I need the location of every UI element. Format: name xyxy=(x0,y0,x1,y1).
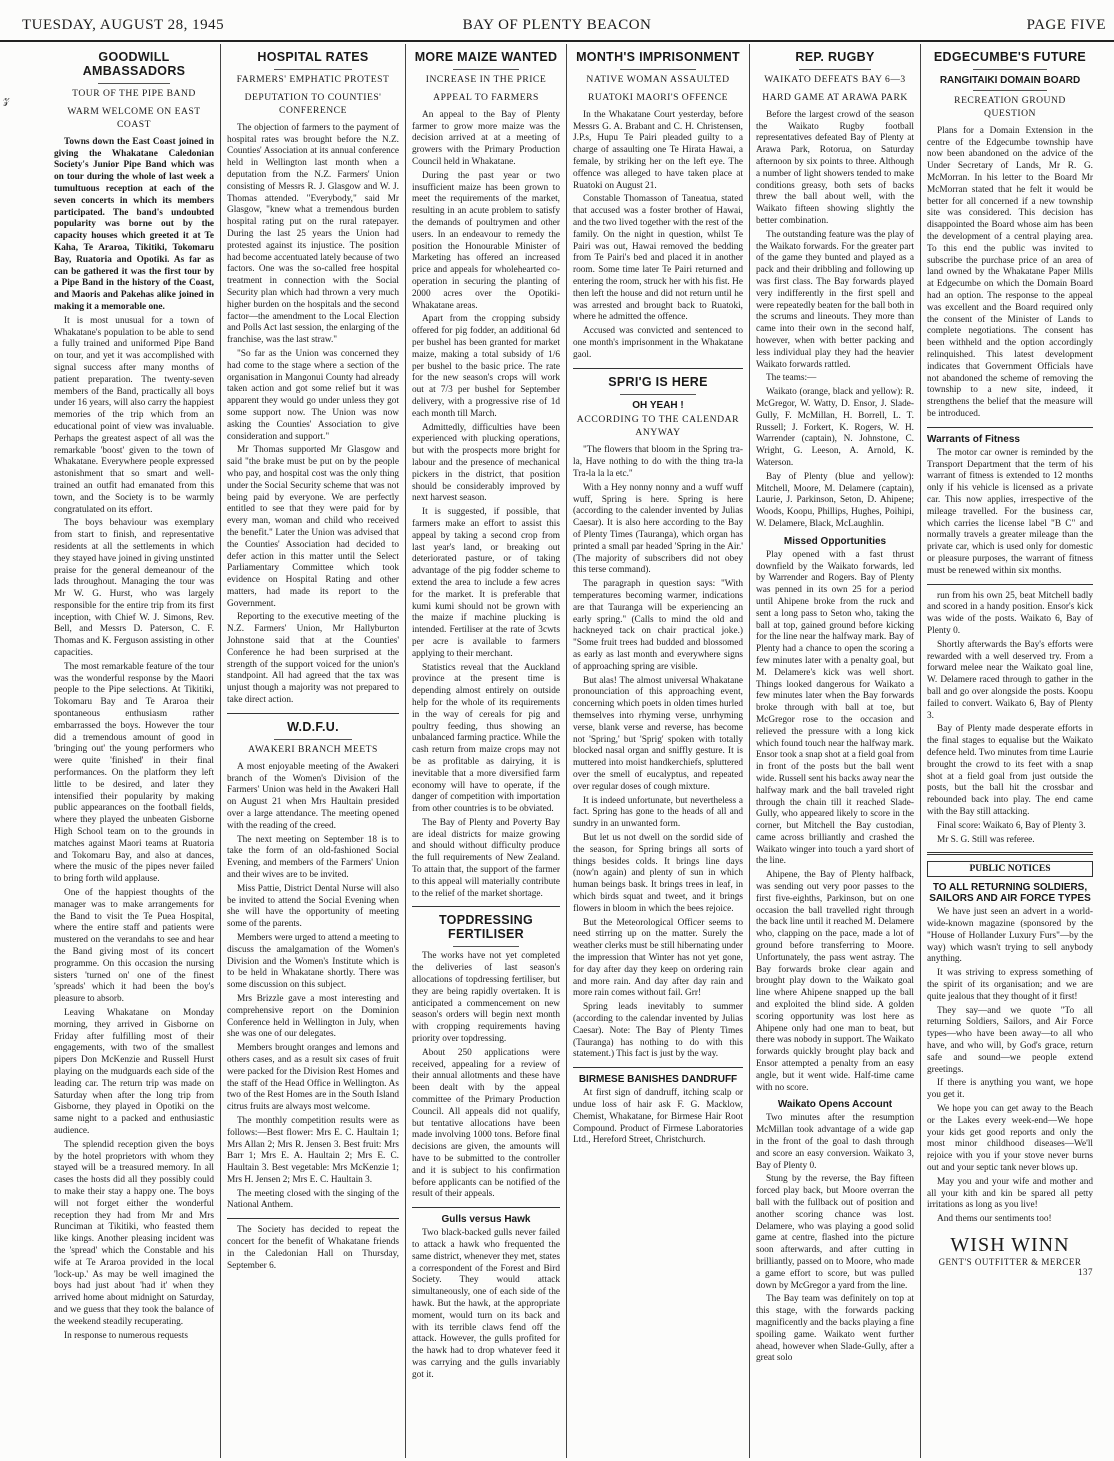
paragraph: Bay of Plenty made desperate efforts in the final stages to equalise but the Waikato defence held. Two minutes from time Laurie brought the crowd to its feet with a snap shot at a field goal from just outside the posts, but the ball hit the crossbar and rebounded back into play. The end came with the Bay still attacking. xyxy=(927,724,1093,817)
headline: TOPDRESSING FERTILISER xyxy=(438,913,534,942)
paragraph: The teams:— xyxy=(766,373,817,384)
subheadline: TO ALL RETURNING SOLDIERS, SAILORS AND AIR FORCE TYPES xyxy=(929,882,1091,905)
column-edgecumbe xyxy=(921,46,1099,1458)
paragraph: The Society has decided to repeat the concert for the benefit of Whakatane friends in the Caledonian Hall on Thursday, September 6. xyxy=(227,1225,399,1271)
paragraph: Statistics reveal that the Auckland province at the present time is depending almost entirely on outside help for the whole of its requirements in the way of cereals for pig and poultry feeding, thus showing an unbalanced farming practice. While the cash return from maize crops may not be as profitable as dairying, it is inevitable that a more diversified farm economy will have to operate, if the danger of competition with importation from other countries is to be obviated. xyxy=(412,662,560,815)
subheadline: FARMERS' EMPHATIC PROTEST xyxy=(236,74,390,85)
column-prison xyxy=(567,46,749,1458)
paragraph: run from his own 25, beat Mitchell badly and scored in a handy position. Ensor's kick was wide of the posts. Waikato 6, Bay of Plenty 0. xyxy=(927,590,1093,636)
margin-pencil-mark: 𝓏 xyxy=(3,92,10,107)
newspaper-title: BAY OF PLENTY BEACON xyxy=(462,17,652,33)
subheadline: WARM WELCOME ON EAST COAST xyxy=(67,105,201,130)
paragraph: With a Hey nonny nonny and a wuff wuff wuff, Spring is here. Spring is here (according to the calender invented by Julias Caesar). It is also here according to the Bay of Plenty Times (Tauranga), which organ has printed a small par headed 'Spring in the Air.' (The majority of subscribers did not obey this terse command). xyxy=(573,482,743,576)
paragraph: But the Meteorological Officer seems to need stirring up on the matter. Surely the weather clerks must be still hibernating under the impression that Winter has not yet gone, for day after day they keep on ordering rain and more rain. And day after day rain and more rain comes without fail. Grr! xyxy=(573,917,743,999)
paragraph: During the past year or two insufficient maize has been grown to meet the requirements of the market, resulting in an acute problem to satisfy the demands of poultrymen and other users. In an endeavour to remedy the position the Honourable Minister of Marketing has offered an increased price and appeals for wholehearted co-operation in securing the planting of 2000 acres over the Opotiki-Whakatane areas. xyxy=(412,170,560,311)
paragraph: About 250 applications were received, appealing for a review of their annual allotments and these have been dealt with by the appeal committee of the Primary Production Council. All appeals did not qualify, but tentative allocations have been made involving 1000 tons. Before final decisions are given, the amounts will have to be submitted to the controller and it is subject to his confirmation before applicants can be notified of the result of their appeals. xyxy=(412,1047,560,1200)
article-gulls-versus-hawk xyxy=(412,1214,560,1381)
advertiser-tagline: GENT'S OUTFITTER & MERCER xyxy=(938,1257,1082,1268)
paragraph: Spring leads inevitably to summer (according to the calendar invented by Julias Caesar). Note: The Bay of Plenty Times (Tauranga) has nothing to do with this statement.) This fact is just by the way. xyxy=(573,1002,743,1060)
headline: GOODWILL AMBASSADORS xyxy=(82,50,186,78)
paragraph: But let us not dwell on the sordid side of the season, for Spring brings all sorts of things besides colds. It brings line days (now'n again) and plenty of sun in which human beings bask. It brings trees in leaf, in which birds squat and tweet, and it brings flowers in bloom in which the bees rejoice. xyxy=(573,832,743,914)
paragraph: The splendid reception given the boys by the hotel proprietors with whom they stayed will be a treasured memory. In all cases the hosts did all they possibly could to make their stay a happy one. The boys will not forget either the wonderful reception they had from Mr and Mrs Runciman at Tikitiki, who feasted them like kings. Another pleasing incident was the 'spread' which the Constable and his wife at Te Araroa provided in the local 'lock-up.' As may be well imagined the boys had just about 'had it' when they arrived home about midnight on Saturday, and we guess that they took the balance of the weekend steadily recuperating. xyxy=(54,1139,214,1327)
paragraph: "The flowers that bloom in the Spring tra-la, Have nothing to do with the thing tra-la Tra-la la la etc." xyxy=(573,445,743,480)
paragraph: It is most unusual for a town of Whakatane's population to be able to send a fully trained and uniformed Pipe Band on tour, and yet it was accomplished with signal success after many months of patient preparation. The twenty-seven members of the Band, practically all boys under 16 years, will also carry the happiest memories of the trip which from an educational point of view was invaluable. Perhaps the greatest aspect of all was the remarkable 'boost' given to the town of Whakatane. Everywhere people expressed astonishment that so smart and well-trained an outfit had emanated from this town, and the Society is to be warmly congratulated on its effort. xyxy=(54,315,214,515)
headline: SPRI'G IS HERE xyxy=(608,374,708,389)
section-heading: Missed Opportunities xyxy=(783,535,887,547)
subheadline: NATIVE WOMAN ASSAULTED xyxy=(586,74,730,85)
paragraph: Leaving Whakatane on Monday morning, they arrived in Gisborne on Friday after fulfilling most of their engagements, with two of the smallest pipers Don McKenzie and Russell Hurst playing on the mudguards each side of the leading car. The return trip was made on Saturday when after the long trip from Gisborne, they played in Opotiki on the same night to a packed and enthusiastic audience. xyxy=(54,1007,214,1136)
paragraph: Mr Thomas supported Mr Glasgow and said "the brake must be put on by the people who pay, and hospital cost was the only thing under the Social Security scheme that was not being paid by everyone. We are perfectly entitled to see that they were paid for by every man, woman and child who received the benefit." Later the Union was advised that the Counties' Association had decided to defer action in this matter until the Select Parliamentary Committee which took evidence on Hospital Rating and other matters, had made its report to the Government. xyxy=(227,445,399,609)
public-notices-advert xyxy=(927,861,1093,1277)
paragraph: It was striving to express something of the spirit of its organisation; and we are quite jealous that they thought of it first! xyxy=(927,968,1093,1002)
paragraph: The next meeting on September 18 is to take the form of an old-fashioned Social Evening, and members of the Farmers' Union and their wives are to be invited. xyxy=(227,834,399,880)
article-hospital-rates xyxy=(227,50,399,707)
paragraph: Miss Pattie, District Dental Nurse will also be invited to attend the Social Evening when she will have the opportunity of meeting some of the parents. xyxy=(227,883,399,930)
paragraph: Mrs Brizzle gave a most interesting and comprehensive report on the Dominion Conference held in Wellington in July, when she was one of our delegates. xyxy=(227,993,399,1040)
paragraph: Constable Thomasson of Taneatua, stated that accused was a foster brother of Hawai, and the two lived together with the rest of the family. On the night in question, whilst Te Pairi was out, Hawai removed the bedding from Te Pairi's bed and placed it in another room. Some time later Te Pairi returned and entering the room, struck her with his fist. He then left the house and did not return until he was arrested and brought back to Ruatoki, where he admitted the offence. xyxy=(573,194,743,323)
paragraph: In the Whakatane Court yesterday, before Messrs G. A. Brabant and C. H. Christensen, J.P.s, Hupu Te Pairi pleaded guilty to a charge of assaulting one Te Hirata Hawai, a female, by striking her on the left eye. The offence was alleged to have taken place at Ruatoki on August 21. xyxy=(573,109,743,191)
paragraph: Ahipene, the Bay of Plenty halfback, was sending out very poor passes to the first five-eighths, Parkinson, but on one occasion the ball travelled right through the back line until it reached M. Delamere who, clapping on the pace, made a lot of ground before transferring to Moore. Unfortunately, the pass went astray. The Bay forwards broke clear again and brought play down to the Waikato goal line where Ahipene snapped up the ball and exploited the blind side. A golden scoring opportunity was lost here as Ahipene only had one man to beat, but there was nobody in support. The Waikato forwards quickly brought play back and Ensor attempted a penalty from an easy angle, but it went wide. Half-time came with no score. xyxy=(756,870,914,1093)
subheadline: TOUR OF THE PIPE BAND xyxy=(72,88,196,99)
lead-paragraph: Towns down the East Coast joined in giving the Whakatane Caledonian Society's Junior Pipe Band which was on tour during the whole of last week a tumultuous reception at each of the seven concerts in which its members participated. The band's undoubted popularity was borne out by the capacity houses which greeted it at Te Kaha, Te Araroa, Tikitiki, Tokomaru Bay, Ruatoria and Opotiki. As far as can be gathered it was the first tour by a Pipe Band in the history of the Coast, and Maoris and Pakehas alike joined in making it a memorable one. xyxy=(54,136,214,312)
article-more-maize xyxy=(412,50,560,900)
column-maize xyxy=(406,46,566,1458)
paragraph: Waikato (orange, black and yellow): R. McGregor, W. Watty, D. Ensor, J. Slade-Gully, F. McMillan, H. Borrell, L. T. Russell; J. Forkert, K. Rogers, W. H. Warrender (captain), N. Johnstone, C. Wright, G. Leeson, A. Arnold, K. Waterson. xyxy=(756,387,914,468)
paragraph: In response to numerous requests xyxy=(64,1330,188,1341)
headline: Gulls versus Hawk xyxy=(441,1214,531,1226)
article-rep-rugby xyxy=(756,50,914,1365)
subheadline: RANGITAIKI DOMAIN BOARD xyxy=(939,75,1081,86)
paragraph: At first sign of dandruff, itching scalp or undue loss of hair ask F. G. Macklow, Chemist, Whakatane, for Birmese Hair Root Compound. Product of Firmese Laboratories Ltd., Hereford Street, Christchurch. xyxy=(573,1088,743,1146)
article-birmese-advert xyxy=(573,1074,743,1147)
paragraph: Plans for a Domain Extension in the centre of the Edgecumbe township have now been abandoned on the advice of the Under Secretary of Lands, Mr R. G. McMorran. In his letter to the Board Mr McMorran stated that he felt it would be better for all concerned if a new township site was considered. This decision has disappointed the Board whose aim has been the development of a central playing area. To this end the public was invited to subscribe the purchase price of an area of land owned by the Whakatane Paper Mills at Edgecumbe on which the Domain Board had an option. The response to the appeal was excellent and the Board required only the consent of the Minister of Lands to complete negotiations. The consent has been withheld and the option accordingly relinquished. This latest development indicates that Government Officials have not abandoned the scheme of removing the township to a new site, indeed, it strengthens the belief that the measure will be introduced. xyxy=(927,125,1093,419)
paragraph: The monthly competition results were as follows:—Best flower: Mrs E. C. Haultain 1; Mrs Allan 2; Mrs R. Jensen 3. Best fruit: Mrs Barr 1; Mrs E. A. Haultain 2; Mrs E. C. Haultain 3. Best vegetable: Mrs McKenzie 1; Mrs H. Jensen 2; Mrs E. C. Haultain 3. xyxy=(227,1115,399,1185)
paragraph: The outstanding feature was the play of the Waikato forwards. For the greater part of the game they bunted and played as a pack and their dribbling and following up was first class. The Bay forwards played very indifferently in the first spell and were repeatedly beaten for the ball both in the scrums and lineouts. They more than came into their own in the second half, however, when with better packing and less individual play they had the heavier Waikato forwards rattled. xyxy=(756,229,914,370)
paragraph: The Bay team was definitely on top at this stage, with the forwards packing magnificently and the backs playing a fine spoiling game. Waikato went further ahead, however when Slade-Gully, after a great solo xyxy=(756,1294,914,1364)
paragraph: The works have not yet completed the deliveries of last season's allocations of topdressing fertiliser, but they are being rapidly overtaken. It is anticipated a commencement on new season's orders will begin next month with cropping requirements having priority over topdressing. xyxy=(412,951,560,1045)
article-topdressing xyxy=(412,913,560,1201)
page-number-label: PAGE FIVE xyxy=(1026,17,1106,33)
section-heading: Waikato Opens Account xyxy=(777,1099,893,1111)
subheadline: AWAKERI BRANCH MEETS xyxy=(248,743,378,755)
subheadline: WAIKATO DEFEATS BAY 6—3 xyxy=(764,74,906,85)
paragraph: Two black-backed gulls never failed to attack a hawk who frequented the same district, whenever they met, states a correspondent of the Forest and Bird Society. They would attack simultaneously, one of each side of the hawk. But the hawk, at the appropriate moment, would turn on its back and with its terrible claws fend off the attack. However, the gulls profited for the hawk had to drop whatever feed it was carrying and the gulls invariably got it. xyxy=(412,1228,560,1380)
subheadline: OH YEAH ! xyxy=(632,399,684,411)
column-goodwill xyxy=(48,46,220,1458)
headline: MONTH'S IMPRISONMENT xyxy=(576,50,740,64)
paragraph: Bay of Plenty (blue and yellow): Mitchell, Moore, M. Delamere (captain), Laurie, J. Parkinson, Seton, D. Ahipene; Woods, Koopu, Phillips, Hughes, Poihipi, W. Delamere, Black, McLaughlin. xyxy=(756,471,914,529)
subheadline: DEPUTATION TO COUNTIES' CONFERENCE xyxy=(244,91,382,116)
article-rugby-continued xyxy=(927,591,1093,847)
paragraph: The motor car owner is reminded by the Transport Department that the term of his warrant of fitness is extended to 12 months only if his vehicle is licensed as a private car. This now applies, irrespective of the mileage travelled. For the business car, which carries the license label "B C" and normally travels a greater mileage than the private car, which is used only for domestic or pleasure purposes, the warrant of fitness must be renewed within six months. xyxy=(927,447,1093,576)
paragraph: "So far as the Union was concerned they had come to the stage where a section of the organisation in Mangonui County had already taken action and got some relief but it was apparent they would go under unless they got some support now. The Union was now asking the Counties' Association to give consideration and support." xyxy=(227,348,399,442)
headline: EDGECUMBE'S FUTURE xyxy=(933,50,1087,64)
paragraph: The paragraph in question says: "With temperatures becoming warmer, indications are that Tauranga will be experiencing an early spring." (Calls to mind the old and hackneyed tack on chair practical joke.) "Some fruit trees had budded and blossomed as early as last month and everywhere signs of approaching spring are visible. xyxy=(573,579,743,672)
issue-date: TUESDAY, AUGUST 28, 1945 xyxy=(22,17,225,33)
subheadline: ACCORDING TO THE CALENDAR ANYWAY xyxy=(576,413,740,438)
headline: BIRMESE BANISHES DANDRUFF xyxy=(578,1074,738,1086)
subheadline: HARD GAME AT ARAWA PARK xyxy=(762,91,908,103)
paragraph: Play opened with a fast thrust downfield by the Waikato forwards, led by Warrender and Rogers. Bay of Plenty was penned in its own 25 for a period until Ahipene broke from the ruck and sent a long pass to Seton who, taking the ball at top, gained ground before kicking for the line near the halfway mark. Bay of Plenty had a chance to open the scoring a few minutes later with a penalty goal, but M. Delamere's kick was well short. Things looked dangerous for Waikato a few minutes later when the Bay forwards broke through with ball at toe, but McGregor rose to the occasion and relieved the pressure with a long kick which found touch near the halfway mark. Ensor took a snap shot at a field goal from in front of the posts but the ball went wide. Russell sent his backs away near the halfway mark and the ball traveled right through the chain till it reached Slade-Gully, who appeared likely to score in the corner, but Mitchell the Bay custodian, came across brilliantly and crashed the Waikato winger into touch a yard short of the line. xyxy=(756,549,915,867)
paragraph: Accused was convicted and sentenced to one month's imprisonment in the Whakatane gaol. xyxy=(573,326,743,360)
subheadline: RECREATION GROUND QUESTION xyxy=(954,95,1066,119)
headline: HOSPITAL RATES xyxy=(257,50,369,64)
paragraph: The objection of farmers to the payment of hospital rates was brought before the N.Z. Counties' Association at its annual conference held in Wellington last month when a deputation from the N.Z. Farmers' Union consisting of Messrs R. J. Glasgow and W. J. Thomas attended. "Everybody," said Mr Glasgow, "knew what a tremendous burden hospital rating put on the rural ratepayer. During the last 25 years the Union had protested against its injustice. The position had become accentuated lately because of two factors. One was the so-called free hospital treatment in connection with the Social Security plan which had thrown a very much higher burden on the hospitals and the second factor—the amendment to the Local Election and Polls Act last session, the enlarging of the franchise, was the last straw." xyxy=(227,122,399,346)
paragraph: Members were urged to attend a meeting to discuss the amalgamation of the Women's Division and the Women's Institute which is to be held in Whakatane shortly. There was some discussion on this subject. xyxy=(227,932,399,991)
paragraph: Shortly afterwards the Bay's efforts were rewarded with a well deserved try. From a forward melee near the Waikato goal line, W. Delamere raced through to gather in the ball and go over alongside the posts. Koopu failed to convert. Waikato 6, Bay of Plenty 3. xyxy=(927,639,1093,721)
paragraph: But alas! The almost universal Whakatane pronounciation of this approaching event, concerning which poets in olden times hurled themselves into rhyming verse, unrhyming verse, blank verse and reverse, has become not 'Spring,' but 'Sprig' spoken with totally blocked nasal organ and sniffly gesture. It is muttered into moist handkerchiefs, spluttered over the smell of eucalyptus, and repeated over regular doses of cough mixture. xyxy=(573,675,743,792)
article-months-imprisonment xyxy=(573,50,743,362)
masthead xyxy=(0,0,1114,42)
paragraph: And thems our sentiments too! xyxy=(937,1214,1052,1225)
paragraph: The meeting closed with the singing of the National Anthem. xyxy=(227,1188,399,1211)
paragraph: Apart from the cropping subsidy offered for pig fodder, an additional 6d per bushel has been granted for market maize, making a total subsidy of 1/6 per bushel to the basic price. The rate for the new season's crops will work out at 7/3 per bushel for September delivery, with a progressive rise of 1d each month till March. xyxy=(412,314,560,419)
subheadline: INCREASE IN THE PRICE xyxy=(425,74,547,85)
paragraph: The Bay of Plenty and Poverty Bay are ideal districts for maize growing and should without difficulty produce the full requirements of New Zealand. To attain that, the support of the farmer to this appeal will materially contribute to the relief of the market shortage. xyxy=(412,817,560,899)
section-heading: PUBLIC NOTICES xyxy=(927,861,1093,877)
headline: Warrants of Fitness xyxy=(927,433,1020,445)
paragraph: One of the happiest thoughts of the manager was to make arrangements for the Band to visit the Te Puea Hospital, where the entire staff and patients were mustered on the verandahs to see and hear the Band giving most of its concert programme. On this occasion the nursing sisters 'turned on' one of the finest 'spreads' which it had been the boy's pleasure to absorb. xyxy=(54,888,214,1005)
paragraph: Two minutes after the resumption McMillan took advantage of a wide gap in the front of the goal to dash through and score an easy conversion. Waikato 3, Bay of Plenty 0. xyxy=(756,1113,914,1171)
article-edgecumbe-future xyxy=(927,50,1093,421)
paragraph: We hope you can get away to the Beach or the Lakes every week-end—We hope your kids get good reports and only the most minor childhood diseases—We'll rejoice with you if your stove never burns out and your septic tank never blows up. xyxy=(927,1104,1093,1174)
paragraph: Mr S. G. Still was referee. xyxy=(937,834,1035,845)
paragraph: May you and your wife and mother and all your kith and kin be spared all petty irritations as long as you live! xyxy=(927,1176,1093,1211)
article-spring-is-here xyxy=(573,375,743,1062)
paragraph: It is suggested, if possible, that farmers make an effort to assist this appeal by taking a second crop from last year's land, or breaking out deteriorated pasture, or of taking advantage of the pig fodder scheme to extend the area to include a few acres for the market. It is preferable that kumi kumi should not be grown with the maize if machine plucking is intended. Fertiliser at the rate of 3cwts per acre is available to farmers applying to their merchant. xyxy=(412,507,560,659)
page-footer-number: 137 xyxy=(1078,1267,1093,1278)
paragraph: It is indeed unfortunate, but nevertheless a fact. Spring has gone to the heads of all and sundry in an unwanted form. xyxy=(573,795,743,830)
subheadline: RUATOKI MAORI'S OFFENCE xyxy=(588,91,728,103)
column-hospital xyxy=(221,46,405,1458)
paragraph: If there is anything you want, we hope you get it. xyxy=(927,1078,1093,1101)
subheadline: APPEAL TO FARMERS xyxy=(433,91,539,103)
paragraph: An appeal to the Bay of Plenty farmer to grow more maize was the decision arrived at at a meeting of growers with the Primary Production Council held in Whakatane. xyxy=(412,109,560,168)
headline: REP. RUGBY xyxy=(795,50,875,64)
article-goodwill-ambassadors xyxy=(54,50,214,1342)
paragraph: Stung by the reverse, the Bay fifteen forced play back, but Moore overran the ball with the fullback out of position and another scoring chance was lost. Delamere, who was playing a good solid game at centre, flashed into the picture soon afterwards, and after cutting in brilliantly, passed on to Moore, who made a game effort to score, but was pulled down by McGregor a yard from the line. xyxy=(756,1174,914,1291)
paragraph: Before the largest crowd of the season the Waikato Rugby football representatives defeated Bay of Plenty at Arawa Park, Rotorua, on Saturday afternoon by six points to three. Although a number of light showers tended to make conditions greasy, both sets of backs threw the ball about well, with the Waikato fifteen showing slightly the better combination. xyxy=(756,109,914,227)
paragraph: Final score: Waikato 6, Bay of Plenty 3. xyxy=(937,820,1086,831)
article-warrants-of-fitness xyxy=(927,434,1093,578)
advertiser-name: WISH WINN xyxy=(950,1234,1070,1257)
paragraph: The most remarkable feature of the tour was the wonderful response by the Maori people to the Pipe selections. At Tikitiki, Tokomaru Bay and Te Araroa their spontaneous enthusiasm rather embarrassed the boys. However the tour did a tremendous amount of good in 'bringing out' the young performers who were quite 'finished' in their final performances. On the platform they left little to be desired, and later they intensified their popularity by making public appearances on the football fields, where they played the unbeaten Gisborne High School team on to the grounds in matches against Maori teams at Ruatoria and Tokomaru Bay, and also at dances, where the music of the pipes never failed to bring forth wild applause. xyxy=(54,661,214,885)
paragraph: Members brought oranges and lemons and others cases, and as a result six cases of fruit were packed for the Division Rest Homes and the staff of the Head Office in Wellington. As two of the Rest Homes are in the South Island citrus fruits are always most welcome. xyxy=(227,1043,399,1113)
paragraph: We have just seen an advert in a world-wide-known magazine (sponsored by the "House of Hollander Luxury Furs"—by the way) which wasn't trying to sell anybody anything. xyxy=(927,907,1093,965)
column-rugby xyxy=(750,46,920,1458)
article-wdfu xyxy=(227,720,399,1212)
paragraph: The boys behaviour was exemplary from start to finish, and representative residents at all the settlements in which they stayed have joined in giving unstinted praise for the general demeanour of the lads throughout. Managing the tour was Mr W. G. Hurst, who was largely responsible for the entire trip from its first inception, with Chief W. J. Simons, Rev. Bell, and Messrs D. Paterson, C. F. Thomas and K. Ferguson assisting in other capacities. xyxy=(54,518,214,659)
paragraph: They say—and we quote "To all returning Soldiers, Sailors, and Air Force types—who have been away—to all who have, and who will, by God's grace, return safe and sound—we people extend greetings. xyxy=(927,1005,1093,1075)
headline: W.D.F.U. xyxy=(287,719,339,734)
paragraph: Admittedly, difficulties have been experienced with plucking operations, but with the prospects more bright for labour and the presence of mechanical pickers in the district, that position should be considerably improved by next harvest season. xyxy=(412,422,560,504)
headline: MORE MAIZE WANTED xyxy=(414,50,558,64)
paragraph: Reporting to the executive meeting of the N.Z. Farmers' Union, Mr Hallyburton Johnstone said that at the Counties' Conference he had been surprised at the strength of the support voiced for the union's standpoint. All had agreed that the tax was unjust though a majority was not prepared to take direct action. xyxy=(227,612,399,706)
paragraph: A most enjoyable meeting of the Awakeri branch of the Women's Division of the Farmers' Union was held in the Awakeri Hall on August 21 when Mrs Haultain presided over a large attendance. The meeting opened with the reading of the creed. xyxy=(227,761,399,831)
